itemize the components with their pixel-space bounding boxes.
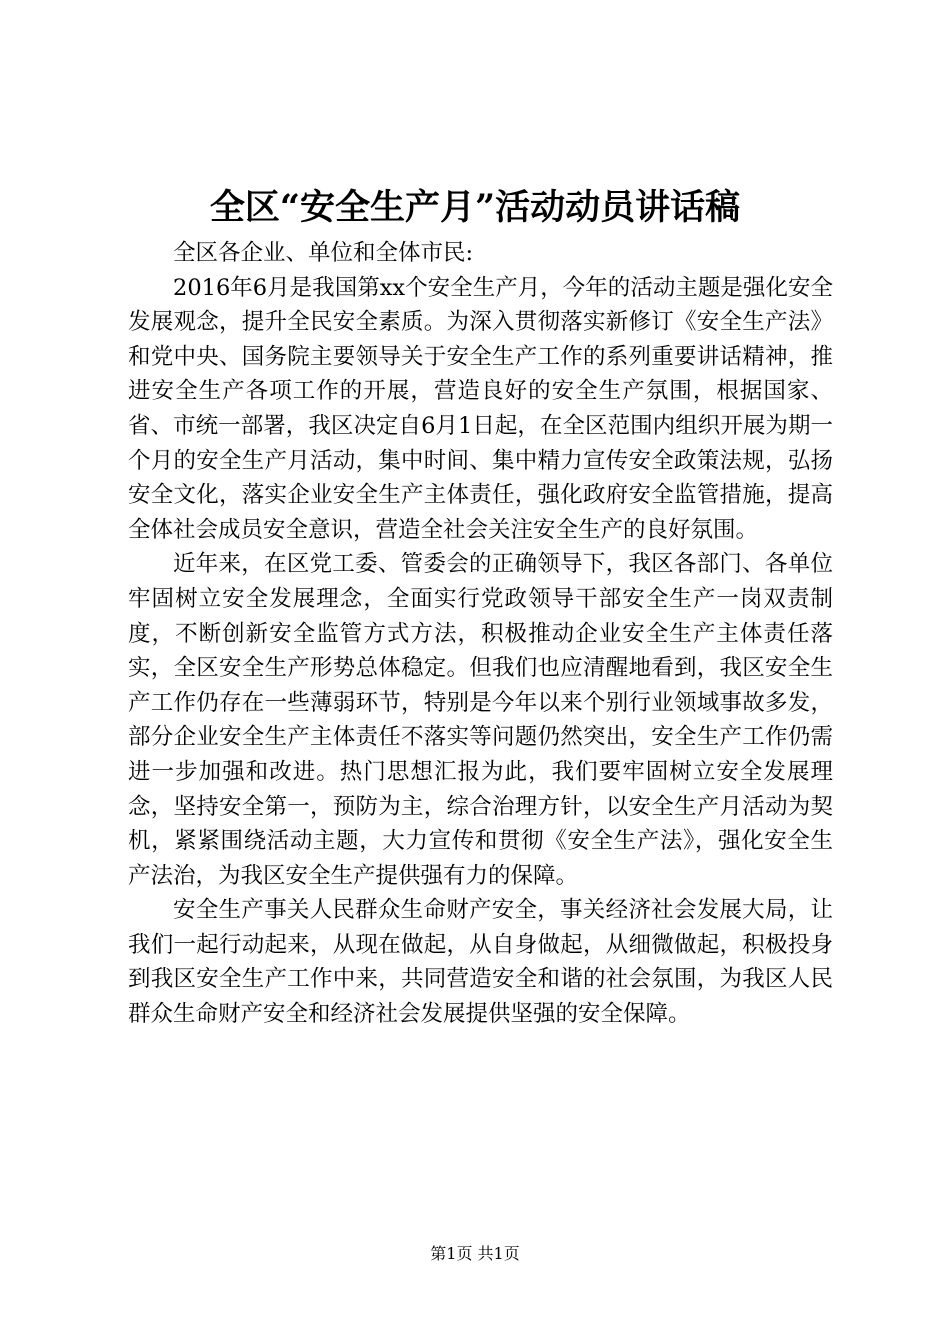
document-title: 全区“安全生产月”活动动员讲话稿	[209, 187, 741, 228]
salutation: 全区各企业、单位和全体市民:	[173, 240, 474, 266]
paragraph-1: 2016年6月是我国第xx个安全生产月，今年的活动主题是强化安全发展观念，提升全民安全素质。为深入贯彻落实新修订《安全生产法》和党中央、国务院主要领导关于安全生产工作的系列重要讲话精神，推进安全生产各项工作的开展，营造良好的安全生产氛围，根据国家、省、市统一部署，我区决定自6月1日起，在全区范围内组织开展为期一个月的安全生产月活动，集中时间、集中精力宣传安全政策法规，弘扬安全文化，落实企业安全生产主体责任，强化政府安全监管措施，提高全体社会成员安全意识，营造全社会关注安全生产的良好氛围。	[128, 274, 833, 543]
paragraph-3: 安全生产事关人民群众生命财产安全，事关经济社会发展大局，让我们一起行动起来，从现在做起，从自身做起，从细微做起，积极投身到我区安全生产工作中来，共同营造安全和谐的社会氛围，为我区人民群众生命财产安全和经济社会发展提供坚强的安全保障。	[128, 897, 833, 1028]
document-body	[128, 236, 833, 1032]
paragraph-2: 近年来，在区党工委、管委会的正确领导下，我区各部门、各单位牢固树立安全发展理念，全面实行党政领导干部安全生产一岗双责制度，不断创新安全监管方式方法，积极推动企业安全生产主体责任落实，全区安全生产形势总体稳定。但我们也应清醒地看到，我区安全生产工作仍存在一些薄弱环节，特别是今年以来个别行业领域事故多发，部分企业安全生产主体责任不落实等问题仍然突出，安全生产工作仍需进一步加强和改进。热门思想汇报为此，我们要牢固树立安全发展理念，坚持安全第一，预防为主，综合治理方针，以安全生产月活动为契机，紧紧围绕活动主题，大力宣传和贯彻《安全生产法》，强化安全生产法治，为我区安全生产提供强有力的保障。	[128, 551, 833, 889]
page-number: 第1页 共1页	[430, 1244, 520, 1263]
